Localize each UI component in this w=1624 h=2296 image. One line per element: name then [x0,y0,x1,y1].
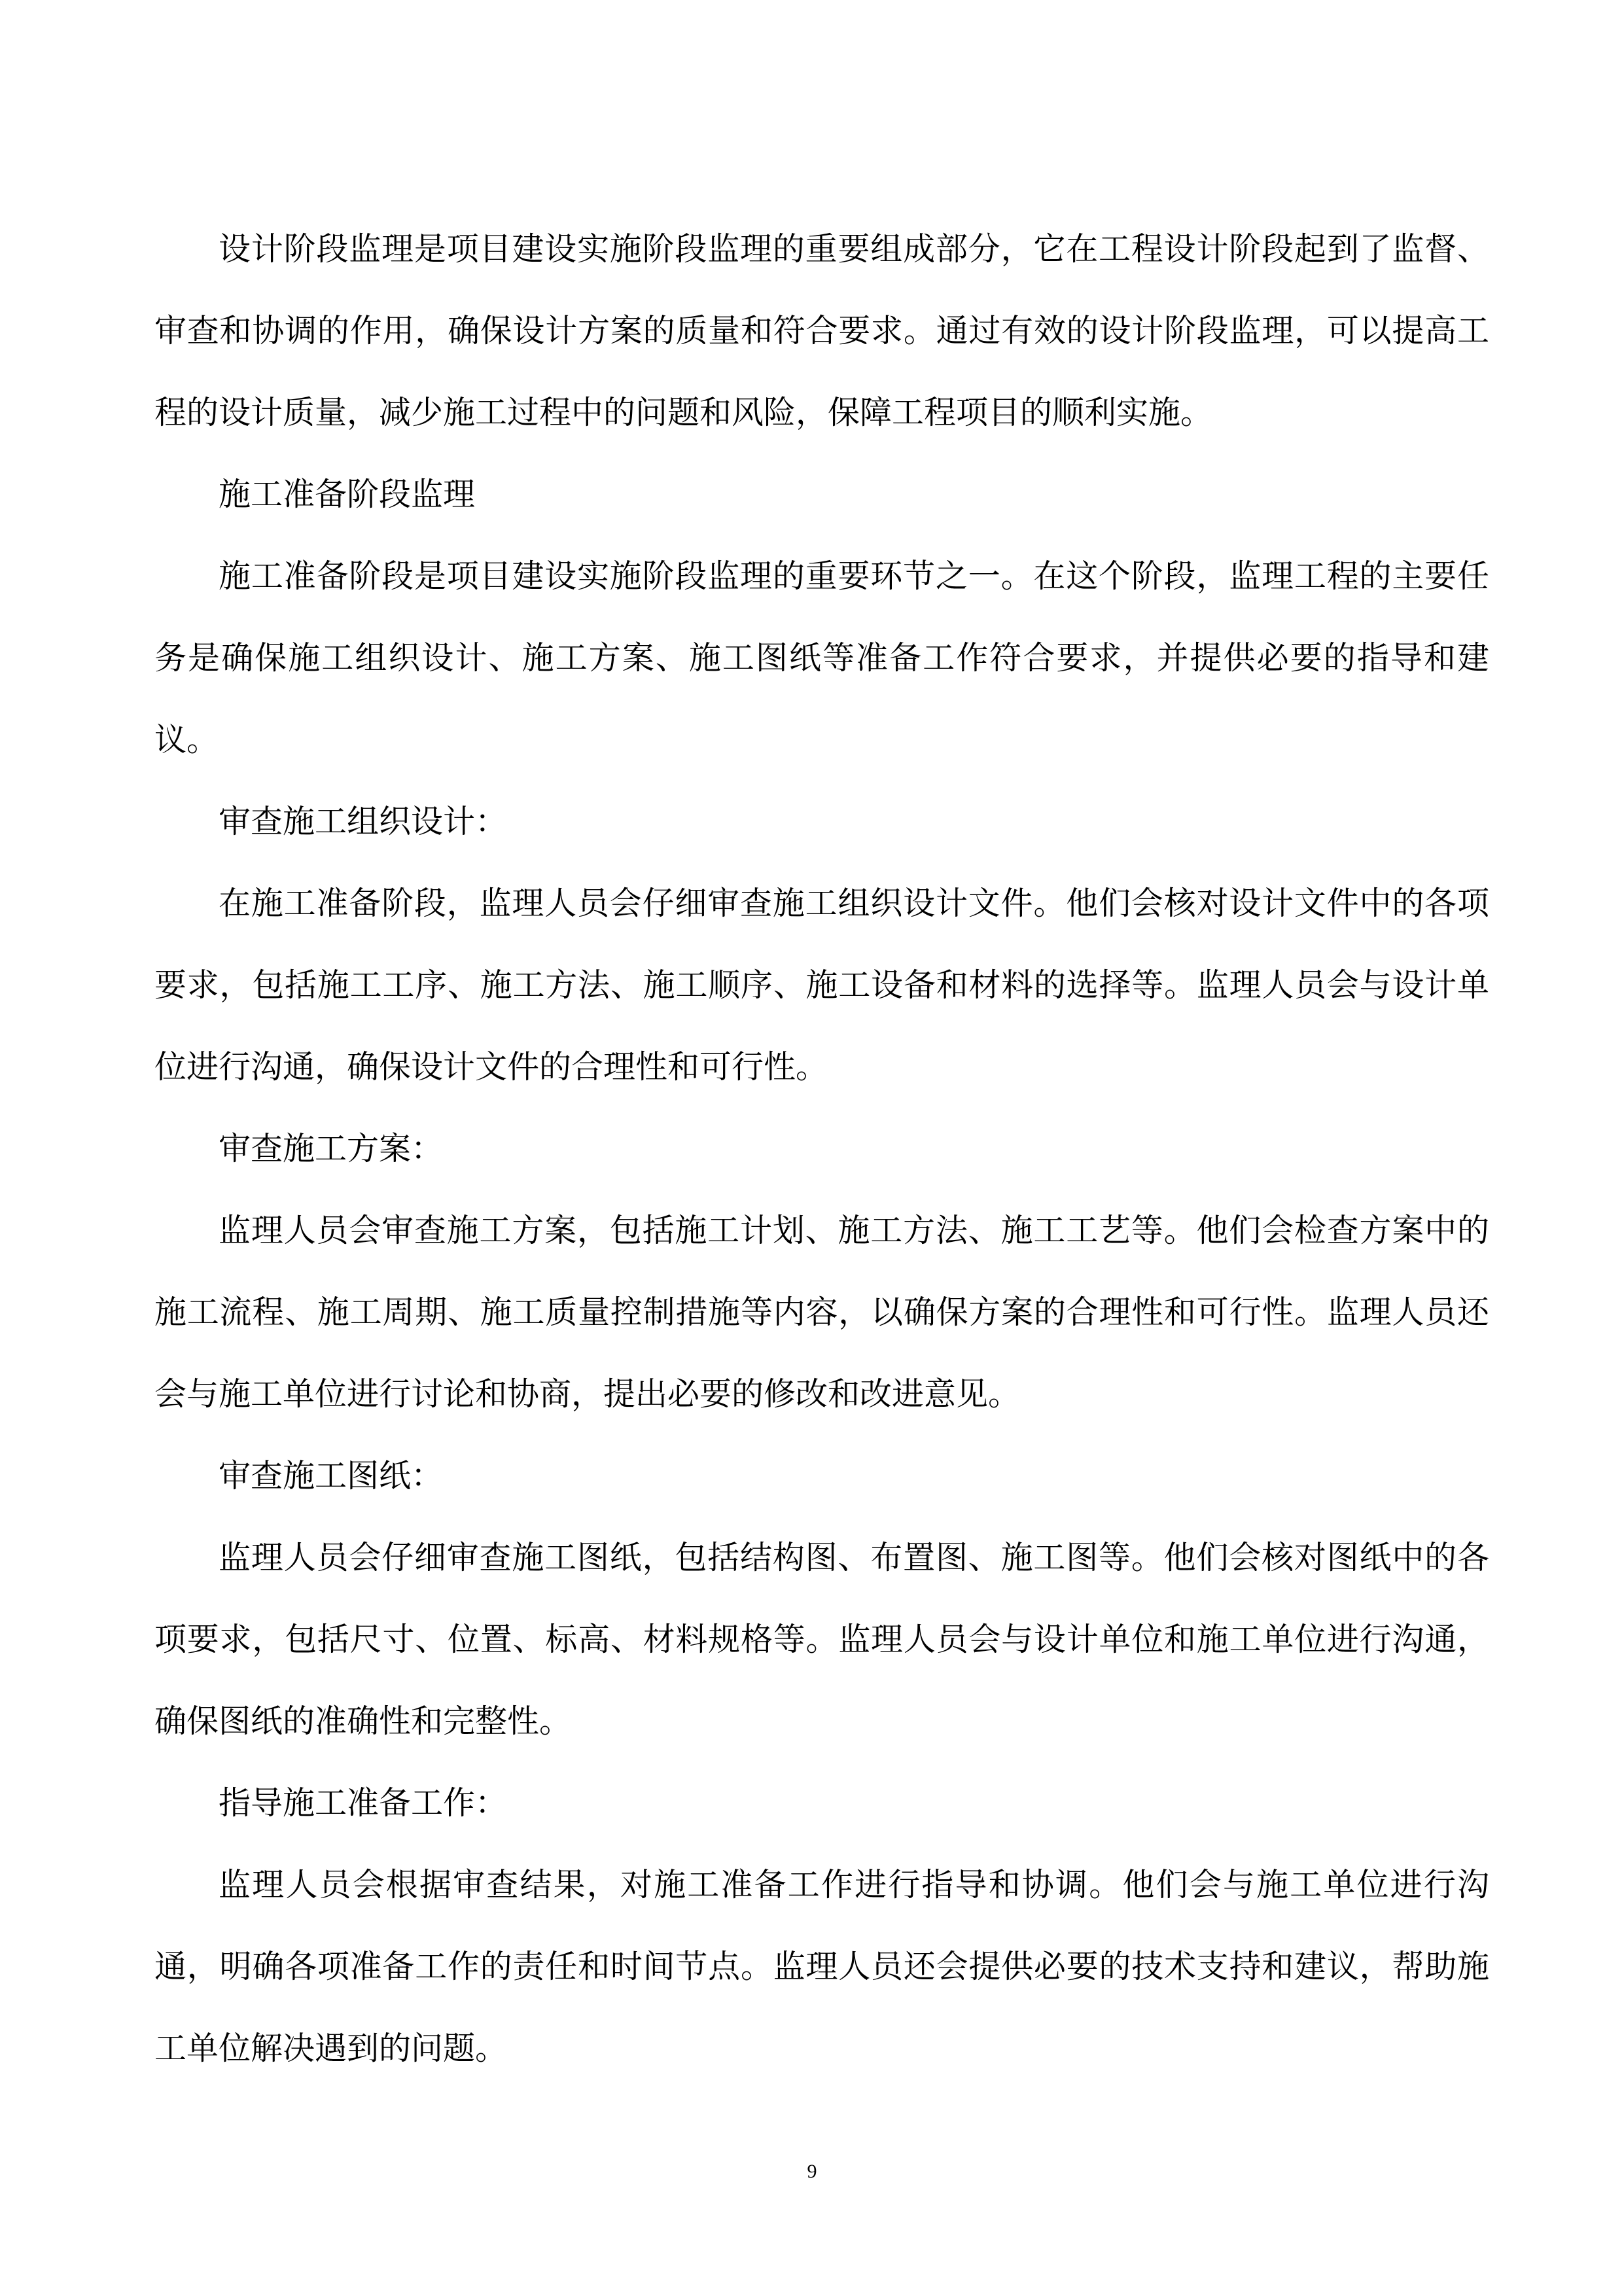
paragraph-review-organization-design: 在施工准备阶段，监理人员会仔细审查施工组织设计文件。他们会核对设计文件中的各项要求，包括施工工序、施工方法、施工顺序、施工设备和材料的选择等。监理人员会与设计单位进行沟通，确保设计文件的合理性和可行性。 [154,885,1489,1086]
heading-construction-prep: 施工准备阶段监理 [219,476,476,513]
paragraph-review-drawings: 监理人员会仔细审查施工图纸，包括结构图、布置图、施工图等。他们会核对图纸中的各项要求，包括尺寸、位置、标高、材料规格等。监理人员会与设计单位和施工单位进行沟通，确保图纸的准确性和完整性。 [154,1539,1489,1740]
page-number: 9 [807,2161,817,2182]
paragraph-review-construction-plan: 监理人员会审查施工方案，包括施工计划、施工方法、施工工艺等。他们会检查方案中的施工流程、施工周期、施工质量控制措施等内容，以确保方案的合理性和可行性。监理人员还会与施工单位进行讨论和协商，提出必要的修改和改进意见。 [154,1212,1489,1413]
paragraph-design-stage: 设计阶段监理是项目建设实施阶段监理的重要组成部分，它在工程设计阶段起到了监督、审查和协调的作用，确保设计方案的质量和符合要求。通过有效的设计阶段监理，可以提高工程的设计质量，减少施工过程中的问题和风险，保障工程项目的顺利实施。 [154,230,1489,431]
heading-review-drawings: 审查施工图纸： [219,1457,444,1494]
paragraph-construction-prep: 施工准备阶段是项目建设实施阶段监理的重要环节之一。在这个阶段，监理工程的主要任务是确保施工组织设计、施工方案、施工图纸等准备工作符合要求，并提供必要的指导和建议。 [154,557,1489,758]
heading-review-organization-design: 审查施工组织设计： [219,803,508,840]
paragraph-guide-prep-work: 监理人员会根据审查结果，对施工准备工作进行指导和协调。他们会与施工单位进行沟通，明确各项准备工作的责任和时间节点。监理人员还会提供必要的技术支持和建议，帮助施工单位解决遇到的问题。 [154,1866,1489,2067]
heading-guide-prep-work: 指导施工准备工作： [219,1784,508,1822]
body-text [154,208,1489,2089]
heading-review-construction-plan: 审查施工方案： [219,1130,444,1167]
